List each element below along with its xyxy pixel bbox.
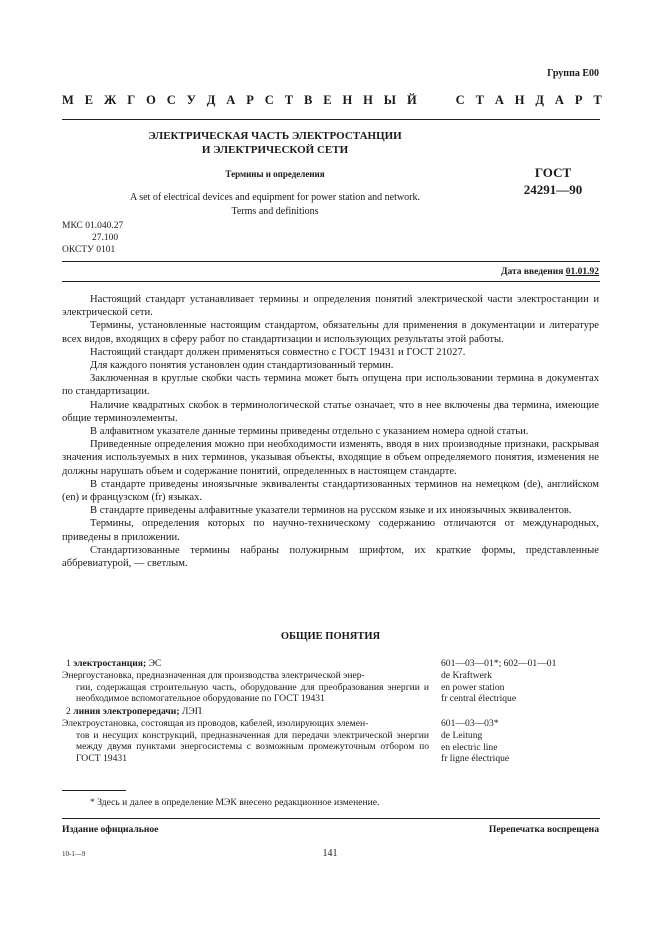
term-entry-2 <box>62 706 429 765</box>
banner-letter <box>442 93 445 108</box>
english-title-line-1: A set of electrical devices and equipment for power station and network. <box>130 192 420 203</box>
banner-letter: С <box>264 93 274 107</box>
footnote-rule <box>62 790 126 791</box>
paragraph: Стандартизованные термины набраны полужирным шрифтом, их краткие формы, представленные аббревиатурой, — светлым. <box>62 544 599 570</box>
iec-reference: 601—03—03* <box>441 718 499 729</box>
body-text <box>62 293 599 570</box>
banner-letter: Й <box>406 93 417 107</box>
footnote: * Здесь и далее в определение МЭК внесено редакционное изменение. <box>90 797 380 808</box>
equivalent-de: de Kraftwerk <box>441 669 492 681</box>
banner-letter: М <box>62 93 74 107</box>
term-short-form: ЭС <box>148 658 162 669</box>
banner-letter: Р <box>246 93 254 107</box>
banner-letter: А <box>554 93 564 107</box>
print-mark: 10-1—9 <box>62 850 86 858</box>
section-title: ОБЩИЕ ПОНЯТИЯ <box>280 631 381 642</box>
banner-letter: Ы <box>383 93 397 107</box>
top-rule <box>62 119 600 120</box>
page-number: 141 <box>322 848 338 859</box>
english-title <box>90 191 460 219</box>
standard-banner <box>62 93 602 108</box>
title-line-1: ЭЛЕКТРИЧЕСКАЯ ЧАСТЬ ЭЛЕКТРОСТАНЦИИ <box>148 130 402 142</box>
banner-letter: Е <box>84 93 94 107</box>
equivalent-de: de Leitung <box>441 729 483 741</box>
paragraph: В стандарте приведены алфавитные указатели терминов на русском языке и их иноязычных эквивалентов. <box>90 505 572 517</box>
term-short-form: ЛЭП <box>181 706 202 717</box>
iec-reference: 601—03—01*; 602—01—01 <box>441 658 557 669</box>
official-edition-label: Издание официальное <box>62 824 159 835</box>
term-number: 1 <box>66 658 71 669</box>
header-rule <box>62 261 600 262</box>
gost-label: ГОСТ <box>534 165 572 180</box>
banner-letter: А <box>494 93 504 107</box>
classification-codes <box>62 220 123 256</box>
code-mks-1: МКС 01.040.27 <box>62 221 124 231</box>
paragraph: Термины, определения которых по научно-техническому содержанию отличаются от международных, приведены в приложении. <box>62 518 599 543</box>
equivalent-fr: fr central électrique <box>441 693 517 705</box>
banner-letter: Н <box>363 93 373 107</box>
banner-letter: А <box>226 93 236 107</box>
banner-letter: Т <box>284 93 294 107</box>
term-heading <box>62 706 429 718</box>
gost-number: 24291—90 <box>523 182 583 197</box>
banner-letter: Т <box>593 93 602 107</box>
banner-letter: Н <box>514 93 525 107</box>
reprint-notice: Перепечатка воспрещена <box>488 824 599 835</box>
code-mks-2: 27.100 <box>92 233 119 243</box>
banner-letter: Г <box>127 93 136 107</box>
term-equivalents-2 <box>441 718 601 765</box>
banner-letter: В <box>303 93 313 107</box>
term-definition <box>62 670 429 705</box>
term-equivalents-1 <box>441 658 601 705</box>
term-definition-first-line: Электроустановка, состоящая из проводов, кабелей, изолирующих элемен- <box>62 717 369 729</box>
title-line-2: И ЭЛЕКТРИЧЕСКОЙ СЕТИ <box>201 144 349 156</box>
term-definition-first-line: Энергоустановка, предназначенная для производства электрической энер- <box>62 669 365 681</box>
equivalent-en: en power station <box>441 681 505 693</box>
paragraph: Термины, установленные настоящим стандартом, обязательны для применения в документации и литературе всех видов, входящих в сферу работ по стандартизации и использующих результаты этой работы. <box>62 320 599 345</box>
term-definition <box>62 718 429 765</box>
introduction-date-label: Дата введения <box>500 267 564 277</box>
equivalent-fr: fr ligne électrique <box>441 753 510 765</box>
paragraph: Наличие квадратных скобок в терминологической статье означает, что в нее включены два термина, имеющие общие терминоэлементы. <box>62 399 599 424</box>
group-label: Группа Е00 <box>547 68 599 79</box>
term-definition-rest: гии, содержащая строительную часть, оборудование для преобразования энергии и необходимое вспомогательное оборудование по ГОСТ 19431 <box>76 681 429 705</box>
date-rule <box>62 281 600 282</box>
banner-letter: Н <box>342 93 353 107</box>
english-title-line-2: Terms and definitions <box>231 206 319 217</box>
banner-letter: Ж <box>103 93 117 107</box>
paragraph: В алфавитном указателе данные термины приведены отдельно с указанием номера одной статьи. <box>90 426 529 438</box>
banner-letter: Р <box>574 93 583 107</box>
paragraph: Приведенные определения можно при необходимости изменять, вводя в них производные признаки, раскрывая значения используемых в них терминов, указывая объекты, входящие в объем определяемого понятия, изменения не должны нарушать объем и содержание понятий, определенных в настоящем стандарте. <box>62 439 599 477</box>
banner-letter: О <box>146 93 156 107</box>
code-okstu: ОКСТУ 0101 <box>62 245 116 255</box>
banner-letter <box>428 93 431 108</box>
document-subtitle: Термины и определения <box>225 169 325 179</box>
paragraph: Для каждого понятия установлен один стандартизованный термин. <box>90 360 394 372</box>
paragraph: Настоящий стандарт устанавливает термины и определения понятий электрической части электростанции и электрической сети. <box>62 294 599 319</box>
banner-letter: Д <box>535 93 545 107</box>
footer-rule <box>62 818 600 819</box>
term-definition-rest: тов и несущих конструкций, предназначенная для передачи электрической энергии между двумя пунктами энергосистемы с возможным промежуточным отбором по ГОСТ 19431 <box>76 729 429 765</box>
banner-letter: Е <box>323 93 332 107</box>
term-name: линия электропередачи; <box>73 706 180 717</box>
banner-letter: С <box>166 93 176 107</box>
introduction-date <box>501 267 599 277</box>
equivalent-en: en electric line <box>441 741 498 753</box>
introduction-date-value: 01.01.92 <box>565 267 599 277</box>
term-heading <box>62 658 429 670</box>
gost-designation <box>508 164 598 198</box>
banner-letter: У <box>186 93 196 107</box>
document-title <box>110 129 440 157</box>
banner-letter: С <box>455 93 465 107</box>
paragraph: Заключенная в круглые скобки часть термина может быть опущена при использовании термина в документах по стандартизации. <box>62 373 599 398</box>
term-name: электростанция; <box>73 658 147 669</box>
paragraph: В стандарте приведены иноязычные эквиваленты стандартизованных терминов на немецком (de), английском (en) и французском (fr) языках. <box>62 478 599 504</box>
banner-letter: Д <box>206 93 216 107</box>
term-number: 2 <box>66 706 71 717</box>
paragraph: Настоящий стандарт должен применяться совместно с ГОСТ 19431 и ГОСТ 21027. <box>90 346 466 358</box>
banner-letter: Т <box>475 93 484 107</box>
term-entry-1 <box>62 658 429 705</box>
